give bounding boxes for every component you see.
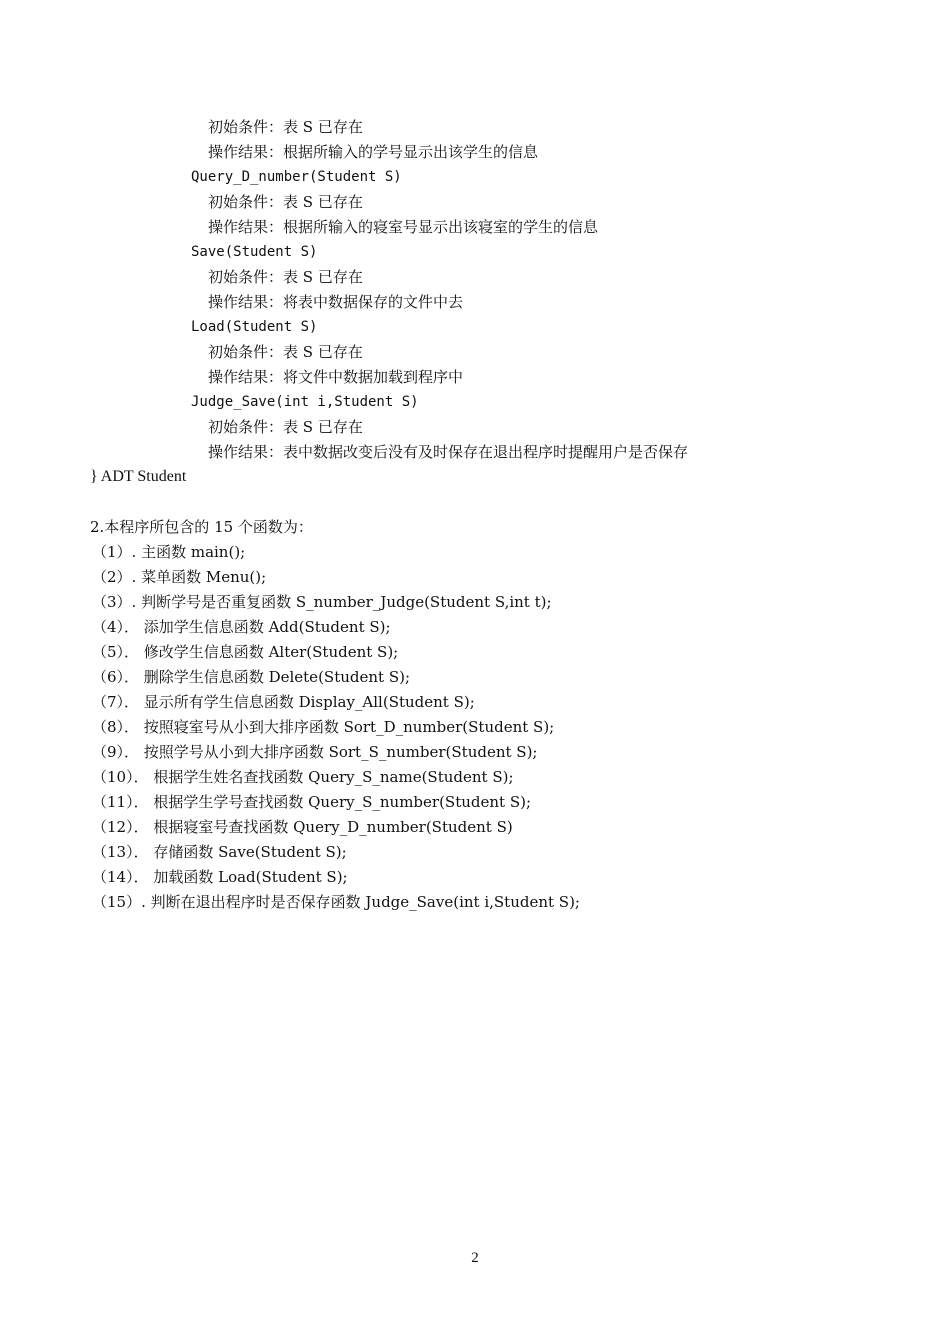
function-list-item: （9）． 按照学号从小到大排序函数 Sort_S_number(Student S); [92,743,538,761]
op-4-condition: 初始条件：表 S 已存在 [208,343,363,361]
op-5-signature: Judge_Save(int i,Student S) [191,394,419,410]
adt-end: } ADT Student [90,468,187,485]
op-2-signature: Query_D_number(Student S) [191,169,402,185]
op-4-signature: Load(Student S) [191,319,318,335]
function-list-item: （8）． 按照寝室号从小到大排序函数 Sort_D_number(Student S); [92,718,555,736]
function-list-item: （12）． 根据寝室号查找函数 Query_D_number(Student S) [92,818,513,836]
function-list-item: （4）． 添加学生信息函数 Add(Student S); [92,618,391,636]
op-2-condition: 初始条件：表 S 已存在 [208,193,363,211]
function-list-item: （5）． 修改学生信息函数 Alter(Student S); [92,643,399,661]
op-2-result: 操作结果：根据所输入的寝室号显示出该寝室的学生的信息 [208,218,599,236]
function-list-item: （1）. 主函数 main(); [92,543,246,561]
function-list-item: （6）． 删除学生信息函数 Delete(Student S); [92,668,410,686]
op-3-signature: Save(Student S) [191,244,318,260]
function-list-item: （10）． 根据学生姓名查找函数 Query_S_name(Student S); [92,768,514,786]
section-heading: 2.本程序所包含的 15 个函数为： [90,518,313,536]
op-5-condition: 初始条件：表 S 已存在 [208,418,363,436]
function-list-item: （13）． 存储函数 Save(Student S); [92,843,347,861]
function-list-item: （11）． 根据学生学号查找函数 Query_S_number(Student S); [92,793,532,811]
op-3-result: 操作结果：将表中数据保存的文件中去 [208,293,464,311]
function-list-item: （3）. 判断学号是否重复函数 S_number_Judge(Student S,int t); [92,593,552,611]
function-list-item: （14）． 加载函数 Load(Student S); [92,868,348,886]
op-5-result: 操作结果：表中数据改变后没有及时保存在退出程序时提醒用户是否保存 [208,443,689,461]
function-list-item: （2）. 菜单函数 Menu(); [92,568,267,586]
op-4-result: 操作结果：将文件中数据加载到程序中 [208,368,464,386]
op-3-condition: 初始条件：表 S 已存在 [208,268,363,286]
page-number: 2 [471,1250,479,1266]
op-1-result: 操作结果：根据所输入的学号显示出该学生的信息 [208,143,539,161]
function-list-item: （7）． 显示所有学生信息函数 Display_All(Student S); [92,693,475,711]
op-1-condition: 初始条件：表 S 已存在 [208,118,363,136]
function-list-item: （15）. 判断在退出程序时是否保存函数 Judge_Save(int i,Student S); [92,893,580,911]
